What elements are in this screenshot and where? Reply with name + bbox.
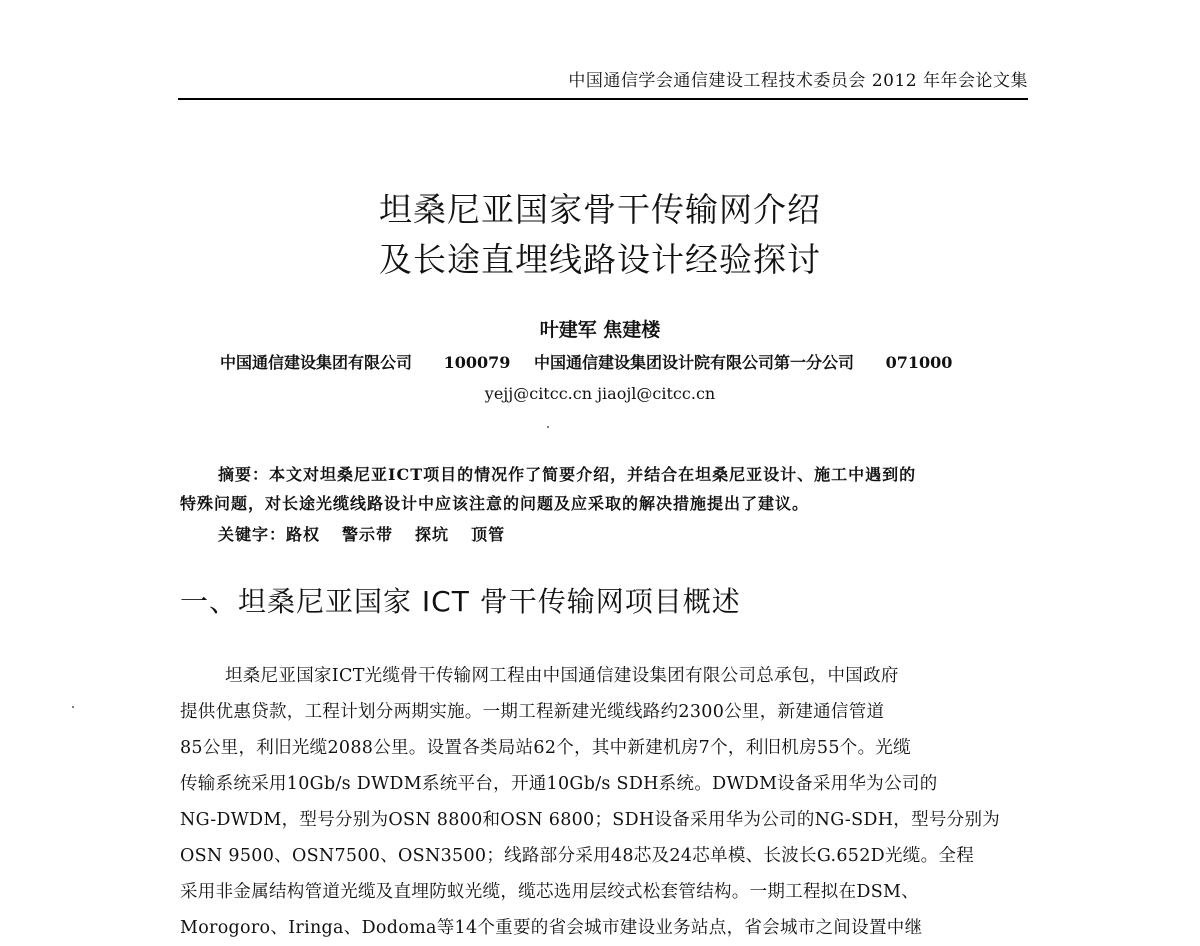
author-names: 叶建军 焦建楼 [539, 319, 661, 341]
keywords [218, 520, 527, 549]
abstract-line-1 [180, 460, 1030, 489]
section-heading: 一、坦桑尼亚国家 ICT 骨干传输网项目概述 [180, 585, 741, 618]
body-line: 85公里，利旧光缆2088公里。设置各类局站62个，其中新建机房7个，利旧机房55个。光缆 [180, 738, 911, 758]
body-line: OSN 9500、OSN7500、OSN3500；线路部分采用48芯及24芯单模、长波长G.652D光缆。全程 [180, 846, 974, 866]
keyword-item: 探坑 [415, 525, 450, 544]
author-emails: yejj@citcc.cn jiaojl@citcc.cn [484, 384, 716, 403]
body-line: Morogoro、Iringa、Dodoma等14个重要的省会城市建设业务站点，省会城市之间设置中继 [180, 918, 923, 938]
body-line: 采用非金属结构管道光缆及直埋防蚁光缆，缆芯选用层绞式松套管结构。一期工程拟在DSM、 [180, 882, 920, 902]
keyword-item: 警示带 [342, 525, 394, 544]
body-line: 提供优惠贷款，工程计划分两期实施。一期工程新建光缆线路约2300公里，新建通信管道 [180, 702, 885, 722]
keyword-item: 路权 [286, 525, 321, 544]
abstract [180, 460, 1030, 518]
affiliation-zip-2: 071000 [885, 353, 953, 372]
body-line: NG-DWDM，型号分别为OSN 8800和OSN 6800；SDH设备采用华为公司的NG-SDH，型号分别为 [180, 810, 1001, 830]
scan-speck [72, 706, 74, 708]
body-line: 坦桑尼亚国家ICT光缆骨干传输网工程由中国通信建设集团有限公司总承包，中国政府 [225, 666, 899, 686]
body-line: 传输系统采用10Gb/s DWDM系统平台，开通10Gb/s SDH系统。DWDM设备采用华为公司的 [180, 774, 938, 794]
affiliation-org-1: 中国通信建设集团有限公司 [220, 353, 413, 372]
abstract-line-2: 特殊问题，对长途光缆线路设计中应该注意的问题及应采取的解决措施提出了建议。 [180, 494, 810, 513]
paper-title-line-2: 及长途直埋线路设计经验探讨 [379, 240, 821, 279]
affiliation-zip-1: 100079 [443, 353, 511, 372]
scan-speck [547, 426, 549, 428]
abstract-text-1: 本文对坦桑尼亚ICT项目的情况作了简要介绍，并结合在坦桑尼亚设计、施工中遇到的 [269, 465, 917, 484]
running-header: 中国通信学会通信建设工程技术委员会 2012 年年会论文集 [178, 64, 1028, 100]
affiliations [220, 350, 1000, 376]
body-paragraph [180, 658, 1030, 946]
paper-title-line-1: 坦桑尼亚国家骨干传输网介绍 [379, 190, 821, 229]
abstract-label: 摘要： [218, 465, 270, 484]
keyword-item: 顶管 [471, 525, 506, 544]
keywords-label: 关键字： [218, 525, 287, 544]
affiliation-org-2: 中国通信建设集团设计院有限公司第一分公司 [533, 353, 854, 372]
